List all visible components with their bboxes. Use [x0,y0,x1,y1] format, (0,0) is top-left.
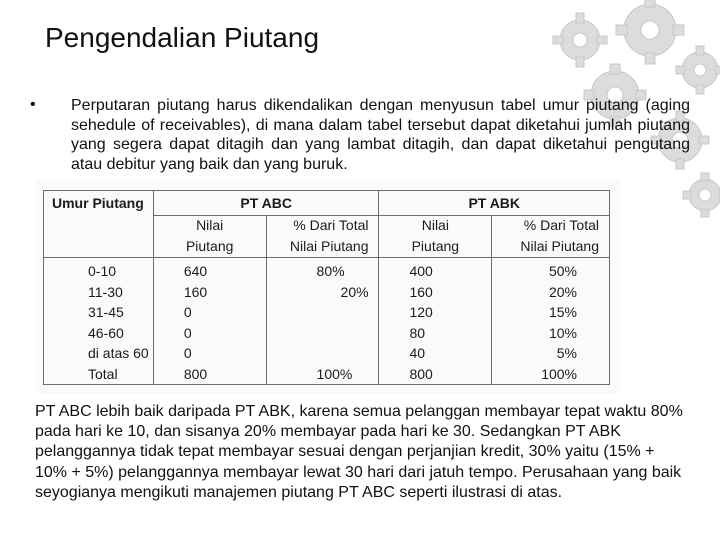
table-cell: 160 [183,283,208,300]
bullet-text: Perputaran piutang harus dikendalikan dengan menyusun tabel umur piutang (aging sehedule of receivables), di mana dalam tabel tersebut dapat diketahui jumlah piutang yang segera dapat ditagih dan yang lambat ditagih, dan dapat diketahui pengutang atau debitur yang baik dan yang buruk. [71,97,690,173]
aging-table [43,190,610,385]
gear-icon [683,173,720,217]
gear-icon [616,0,684,64]
table-cell: 20% [340,283,369,300]
table-cell: 11-30 [88,283,123,300]
table-cell: 800 [183,365,208,382]
bullet-point [30,96,690,174]
table-cell: 400 [409,263,433,279]
table-cell: 100% [316,365,353,382]
table-cell: 0 [183,304,192,320]
table-cell: 40 [409,345,426,361]
table-cell: 20% [548,283,577,300]
column-umur [44,258,154,385]
table-cell: 80 [409,324,426,341]
column-abc-pct [266,258,379,385]
header-pct-total: % Dari Total Nilai Piutang [492,216,610,258]
slide-title: Pengendalian Piutang [45,22,320,53]
table-cell [317,343,379,364]
table-cell [317,302,379,323]
table-cell: di atas 60 [88,345,149,361]
header-nilai-piutang: Nilai Piutang [153,216,266,258]
table-cell: 0 [183,345,192,361]
table-cell: 31-45 [88,304,124,320]
table-cell: 80% [316,263,345,279]
column-abc-nilai [153,258,266,385]
aging-table-image [36,180,620,394]
table-cell: 0 [183,324,192,341]
table-cell: 46-60 [88,324,124,341]
table-cell: 120 [409,304,433,320]
table-cell: 800 [409,365,433,382]
table-cell: 15% [548,304,577,320]
bullet-marker: • [30,96,36,113]
table-cell: 100% [541,365,577,382]
table-cell: 640 [183,263,208,279]
table-cell: 10% [548,324,577,341]
header-pct-total: % Dari Total Nilai Piutang [266,216,379,258]
table-cell [317,323,379,344]
header-pt-abc: PT ABC [153,191,379,216]
column-abk-pct [492,258,610,385]
header-umur-piutang: Umur Piutang [44,191,154,258]
header-nilai-piutang: Nilai Piutang [379,216,492,258]
table-cell: 0-10 [88,263,117,279]
table-cell: Total [88,365,118,382]
table-cell: 5% [556,345,577,361]
table-cell: 50% [548,263,577,279]
gear-icon [676,46,720,94]
header-pt-abk: PT ABK [379,191,610,216]
conclusion-paragraph: PT ABC lebih baik daripada PT ABK, karena semua pelanggan membayar tepat waktu 80% pada hari ke 10, dan sisanya 20% membayar pada hari ke 30. Sedangkan PT ABK pelanggannya tidak tepat membayar sesuai dengan perjanjian kredit, 30% yaitu (15% + 10% + 5%) pelanggannya membayar lewat 30 hari dari jatuh tempo. Perusahaan yang baik seyogianya mengikuti manajemen piutang PT ABC seperti ilustrasi di atas. [35,403,683,501]
table-cell: 160 [409,283,433,300]
column-abk-nilai [379,258,492,385]
gear-icon [553,13,607,67]
